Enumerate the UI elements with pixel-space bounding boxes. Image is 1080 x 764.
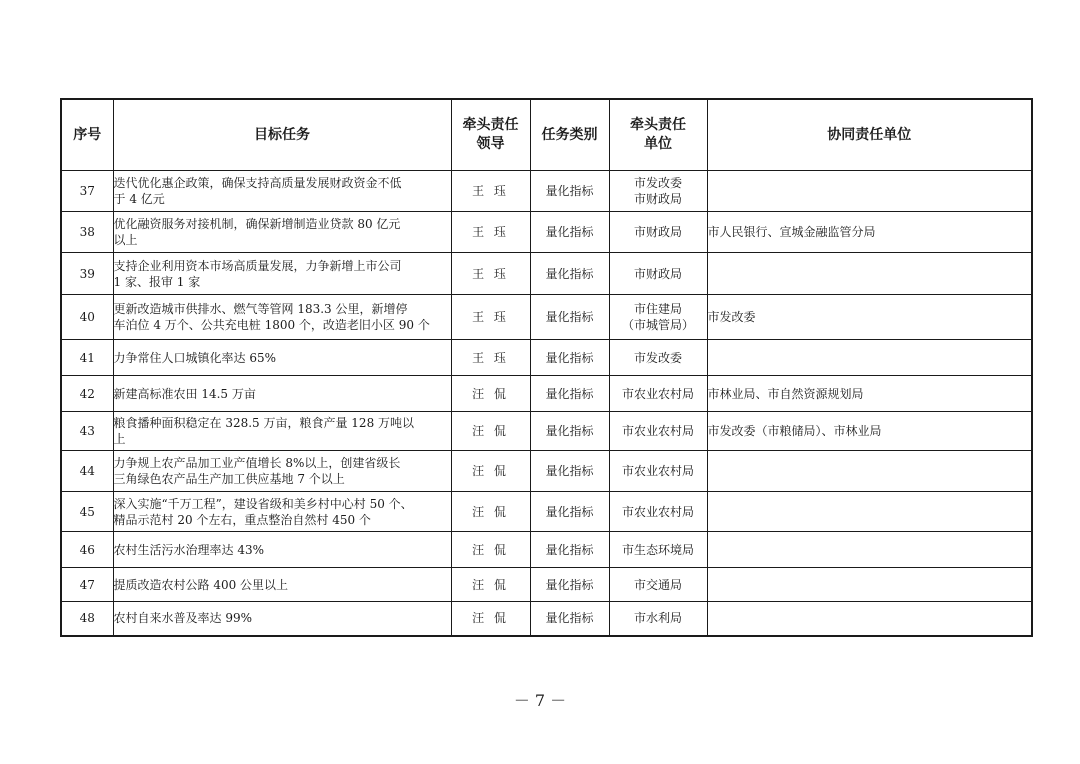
row-unit	[609, 532, 707, 568]
row-task	[113, 492, 451, 532]
row-co-units	[707, 451, 1032, 492]
row-task-line: 优化融资服务对接机制，确保新增制造业贷款 80 亿元	[113, 217, 401, 231]
row-task	[113, 532, 451, 568]
row-number: 40	[61, 295, 113, 340]
table-row	[61, 253, 1032, 295]
row-co-units	[707, 492, 1032, 532]
row-task-line: 新建高标准农田 14.5 万亩	[113, 386, 256, 401]
row-number: 47	[61, 568, 113, 602]
table-row	[61, 376, 1032, 412]
row-number: 42	[61, 376, 113, 412]
row-number: 43	[61, 412, 113, 451]
row-leader: 王 珏	[451, 340, 530, 376]
row-unit	[609, 568, 707, 602]
header-no: 序号	[61, 99, 113, 171]
row-type: 量化指标	[530, 412, 609, 451]
row-unit	[609, 492, 707, 532]
row-type: 量化指标	[530, 212, 609, 253]
row-task	[113, 340, 451, 376]
table-row	[61, 295, 1032, 340]
row-leader: 汪 侃	[451, 568, 530, 602]
row-leader: 王 珏	[451, 171, 530, 212]
row-unit	[609, 451, 707, 492]
page-number: － 7 －	[513, 691, 567, 710]
row-task	[113, 212, 451, 253]
row-unit-line: 市农业农村局	[621, 386, 694, 401]
row-task	[113, 253, 451, 295]
row-task	[113, 295, 451, 340]
row-task	[113, 451, 451, 492]
row-task-line: 提质改造农村公路 400 公里以上	[113, 577, 289, 592]
row-number: 41	[61, 340, 113, 376]
row-unit-line: 市发改委	[633, 176, 682, 190]
row-unit	[609, 340, 707, 376]
row-task-line: 农村自来水普及率达 99%	[113, 611, 252, 626]
row-co-units	[707, 532, 1032, 568]
row-type: 量化指标	[530, 171, 609, 212]
table-row	[61, 568, 1032, 602]
row-co-units	[707, 171, 1032, 212]
row-co-units	[707, 340, 1032, 376]
row-leader: 汪 侃	[451, 492, 530, 532]
row-task-line: 粮食播种面积稳定在 328.5 万亩，粮食产量 128 万吨以	[113, 416, 415, 430]
row-number: 39	[61, 253, 113, 295]
row-leader: 汪 侃	[451, 532, 530, 568]
row-type: 量化指标	[530, 376, 609, 412]
row-task-line: 更新改造城市供排水、燃气等管网 183.3 公里，新增停	[113, 302, 408, 316]
row-task-line: 1 家、报审 1 家	[113, 274, 201, 289]
row-unit-line: 市水利局	[633, 611, 682, 626]
row-task	[113, 376, 451, 412]
row-unit-line: 市发改委	[633, 350, 682, 365]
row-leader: 王 珏	[451, 253, 530, 295]
row-type: 量化指标	[530, 253, 609, 295]
row-task-line: 三角绿色农产品生产加工供应基地 7 个以上	[113, 472, 345, 486]
row-unit-line: 市财政局	[633, 192, 682, 206]
row-co-units	[707, 568, 1032, 602]
row-task-line: 迭代优化惠企政策，确保支持高质量发展财政资金不低	[113, 176, 402, 190]
row-unit	[609, 171, 707, 212]
row-task-line: 深入实施“千万工程”，建设省级和美乡村中心村 50 个、	[113, 496, 413, 511]
row-leader: 王 珏	[451, 295, 530, 340]
row-unit	[609, 412, 707, 451]
table-row	[61, 532, 1032, 568]
row-number: 48	[61, 602, 113, 636]
table-row	[61, 340, 1032, 376]
table-row	[61, 602, 1032, 636]
row-unit-line: 市财政局	[633, 266, 682, 281]
row-type: 量化指标	[530, 340, 609, 376]
header-task: 目标任务	[113, 99, 451, 171]
row-type: 量化指标	[530, 451, 609, 492]
row-task-line: 农村生活污水治理率达 43%	[113, 542, 264, 557]
header-leader-line1: 牵头责任	[462, 117, 519, 133]
row-unit	[609, 253, 707, 295]
row-type: 量化指标	[530, 295, 609, 340]
row-unit-line: 市生态环境局	[621, 542, 694, 557]
row-unit-line: 市农业农村局	[621, 424, 694, 438]
row-number: 38	[61, 212, 113, 253]
row-task-line: 上	[113, 432, 126, 446]
header-unit	[609, 99, 707, 171]
row-co-units: 市发改委	[707, 295, 1032, 340]
row-type: 量化指标	[530, 602, 609, 636]
row-task-line: 精品示范村 20 个左右，重点整治自然村 450 个	[113, 512, 371, 527]
row-unit-line: 市住建局	[633, 302, 682, 316]
table-row	[61, 451, 1032, 492]
header-co: 协同责任单位	[707, 99, 1032, 171]
row-number: 37	[61, 171, 113, 212]
row-co-units: 市林业局、市自然资源规划局	[707, 376, 1032, 412]
row-unit-line: 市农业农村局	[621, 464, 694, 478]
row-task-line: 支持企业利用资本市场高质量发展，力争新增上市公司	[113, 258, 402, 273]
row-unit	[609, 212, 707, 253]
row-unit-line: 市交通局	[633, 577, 682, 592]
row-number: 46	[61, 532, 113, 568]
row-leader: 汪 侃	[451, 602, 530, 636]
row-task-line: 于 4 亿元	[113, 192, 165, 206]
header-type: 任务类别	[530, 99, 609, 171]
row-unit-line: 市农业农村局	[621, 504, 694, 519]
row-task-line: 以上	[113, 233, 138, 247]
row-leader: 汪 侃	[451, 412, 530, 451]
row-leader: 汪 侃	[451, 376, 530, 412]
row-task-line: 力争规上农产品加工业产值增长 8%以上，创建省级长	[113, 456, 401, 470]
row-task	[113, 171, 451, 212]
row-task-line: 力争常住人口城镇化率达 65%	[113, 350, 276, 365]
table-row	[61, 412, 1032, 451]
table-row	[61, 212, 1032, 253]
table-row	[61, 492, 1032, 532]
header-leader	[451, 99, 530, 171]
row-task	[113, 602, 451, 636]
row-task-line: 车泊位 4 万个、公共充电桩 1800 个，改造老旧小区 90 个	[113, 318, 430, 332]
row-unit-line: 市财政局	[633, 225, 682, 239]
table-header-row	[61, 99, 1032, 171]
row-leader: 汪 侃	[451, 451, 530, 492]
header-leader-line2: 领导	[476, 136, 505, 152]
row-type: 量化指标	[530, 568, 609, 602]
header-unit-line1: 牵头责任	[630, 117, 686, 133]
row-number: 45	[61, 492, 113, 532]
row-unit	[609, 295, 707, 340]
row-co-units: 市人民银行、宣城金融监管分局	[707, 212, 1032, 253]
row-number: 44	[61, 451, 113, 492]
row-type: 量化指标	[530, 532, 609, 568]
row-unit-line: （市城管局）	[621, 318, 694, 332]
task-table	[60, 98, 1033, 637]
table-row	[61, 171, 1032, 212]
row-co-units: 市发改委（市粮储局）、市林业局	[707, 412, 1032, 451]
row-leader: 王 珏	[451, 212, 530, 253]
row-task	[113, 568, 451, 602]
row-task	[113, 412, 451, 451]
row-co-units	[707, 253, 1032, 295]
row-unit	[609, 376, 707, 412]
row-type: 量化指标	[530, 492, 609, 532]
row-co-units	[707, 602, 1032, 636]
row-unit	[609, 602, 707, 636]
header-unit-line2: 单位	[644, 136, 672, 152]
